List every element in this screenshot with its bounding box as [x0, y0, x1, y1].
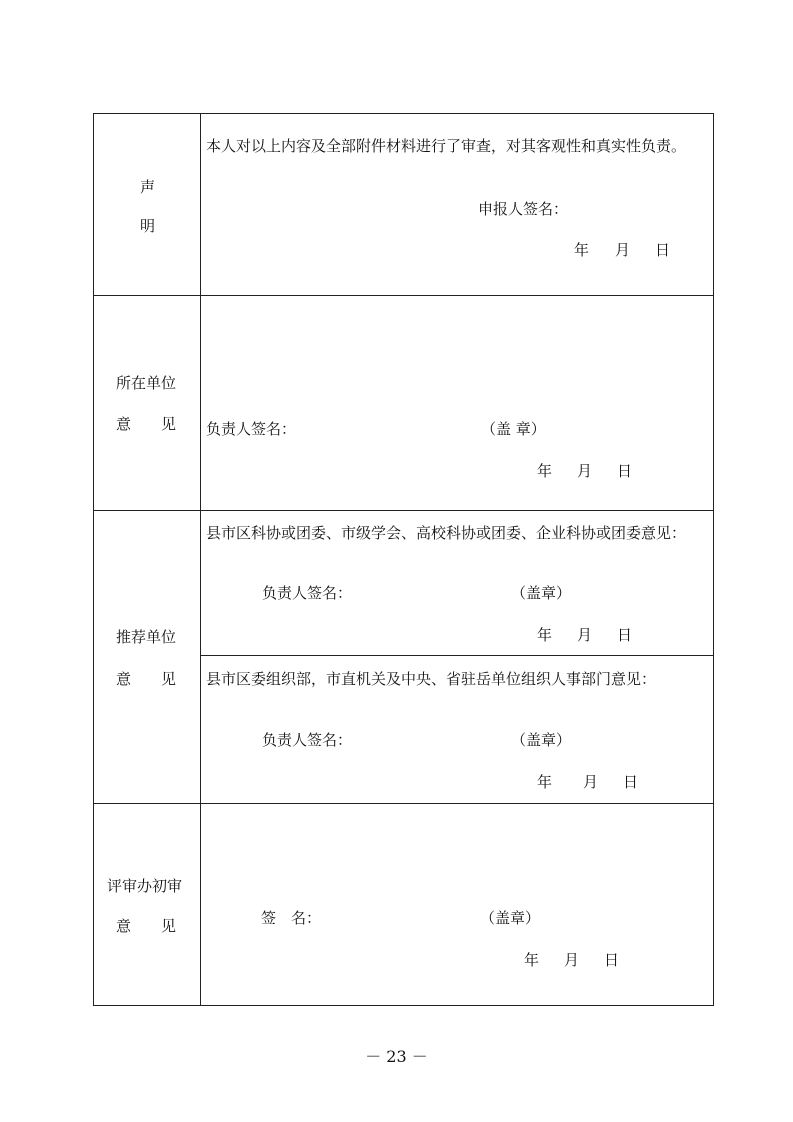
recommend-part1-day: 日: [617, 626, 633, 644]
declaration-text: 本人对以上内容及全部附件材料进行了审查，对其客观性和真实性负责。: [206, 137, 687, 155]
recommend-part2-signature-label: 负责人签名：: [262, 731, 353, 749]
unit-opinion-label-line2: 意 见: [116, 415, 177, 433]
recommend-part2-month: 月: [583, 773, 599, 791]
recommend-part2-seal-label: （盖章）: [511, 731, 572, 749]
declaration-label-line2: 明: [140, 217, 156, 235]
review-opinion-label-line2: 意 见: [116, 917, 177, 935]
review-day: 日: [604, 951, 620, 969]
unit-day: 日: [617, 462, 633, 480]
recommend-part1-text: 县市区科协或团委、市级学会、高校科协或团委、企业科协或团委意见：: [206, 524, 687, 542]
unit-year: 年: [537, 462, 553, 480]
review-signature-label: 签 名：: [261, 909, 322, 927]
row-divider-unit: [94, 510, 713, 511]
recommend-part2-year: 年: [537, 773, 553, 791]
row-divider-recommend-inner: [200, 655, 713, 656]
unit-seal-label: （盖 章）: [481, 420, 546, 438]
recommend-part1-seal-label: （盖章）: [511, 584, 572, 602]
label-column-divider: [200, 114, 201, 1005]
unit-opinion-label-line1: 所在单位: [116, 374, 177, 392]
recommend-part2-text: 县市区委组织部，市直机关及中央、省驻岳单位组织人事部门意见：: [206, 670, 657, 688]
declaration-day: 日: [655, 241, 671, 259]
review-month: 月: [564, 951, 580, 969]
unit-signature-label: 负责人签名：: [206, 420, 297, 438]
recommend-opinion-label-line1: 推荐单位: [116, 628, 177, 646]
row-divider-declaration: [94, 295, 713, 296]
declaration-label-line1: 声: [140, 178, 156, 196]
recommend-part1-year: 年: [537, 626, 553, 644]
unit-month: 月: [577, 462, 593, 480]
review-opinion-label-line1: 评审办初审: [107, 877, 183, 895]
row-divider-recommend: [94, 803, 713, 804]
recommend-part1-month: 月: [577, 626, 593, 644]
approval-form-table: [93, 113, 714, 1006]
review-seal-label: （盖章）: [480, 909, 541, 927]
declaration-year: 年: [574, 241, 590, 259]
review-year: 年: [524, 951, 540, 969]
recommend-opinion-label-line2: 意 见: [116, 670, 177, 688]
recommend-part1-signature-label: 负责人签名：: [262, 584, 353, 602]
applicant-signature-label: 申报人签名：: [478, 200, 569, 218]
recommend-part2-day: 日: [623, 773, 639, 791]
page-number: － 23 －: [365, 1047, 428, 1066]
declaration-month: 月: [615, 241, 631, 259]
